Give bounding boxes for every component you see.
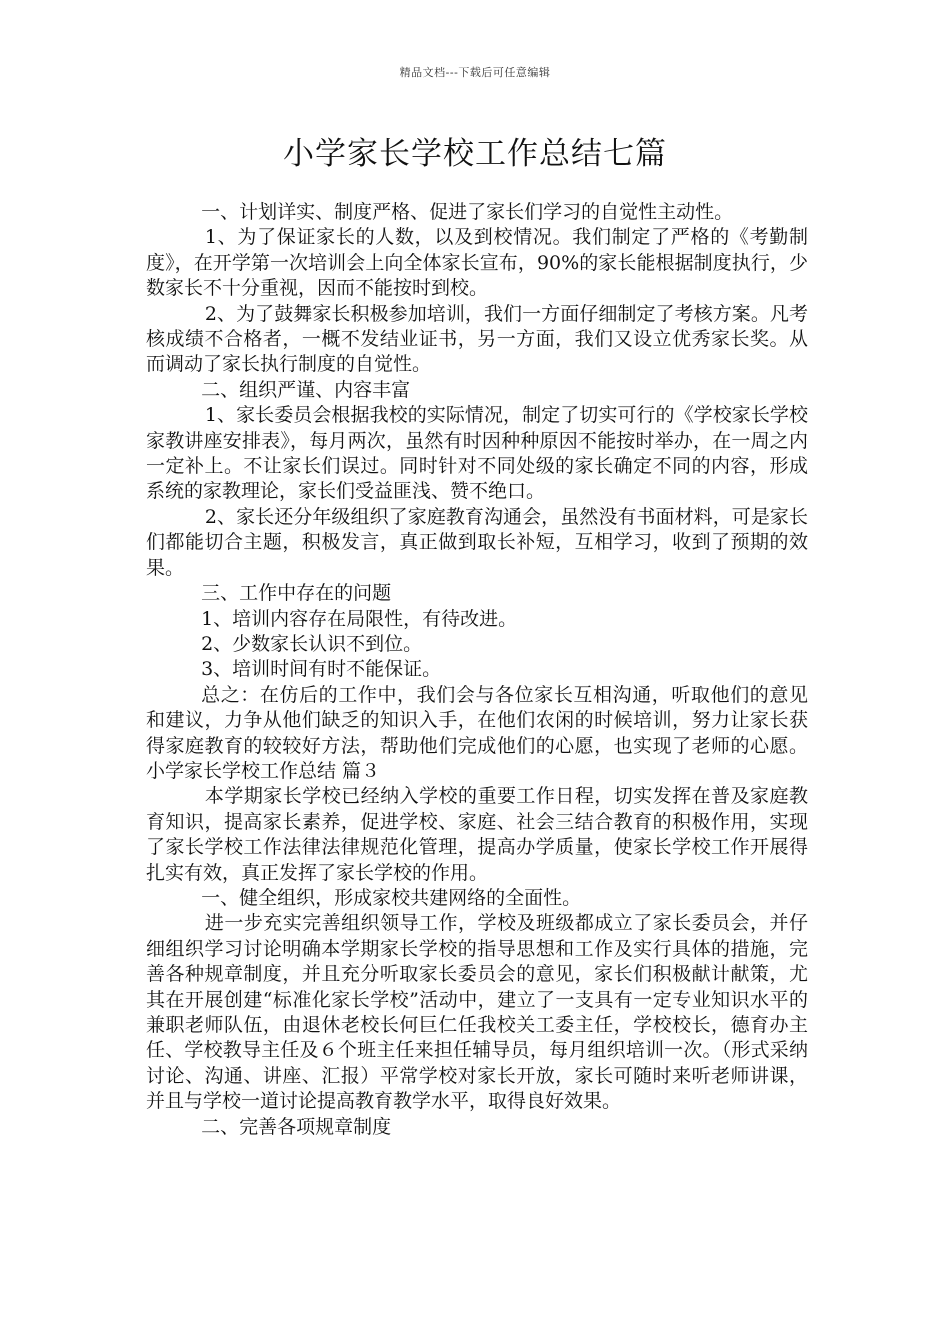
section-heading: 一、健全组织，形成家校共建网络的全面性。 (201, 886, 582, 909)
section-heading: 三、工作中存在的问题 (201, 582, 392, 605)
paragraph: 本学期家长学校已经纳入学校的重要工作日程，切实发挥在普及家庭教育知识，提高家长素养，促进学校、家庭、社会三结合教育的积极作用，实现了家长学校工作法律法律规范化管理，提高办学质量，使家长学校工作开展得扎实有效，真正发挥了家长学校的作用。 (146, 785, 808, 884)
list-item: 3、培训时间有时不能保证。 (201, 658, 442, 681)
paragraph: 总之：在仿后的工作中，我们会与各位家长互相沟通，听取他们的意见和建议，力争从他们缺乏的知识入手，在他们农闲的时候培训，努力让家长获得家庭教育的较较好方法，帮助他们完成他们的心愿，也实现了老师的心愿。小学家长学校工作总结 篇３ (146, 683, 808, 782)
paragraph: 2、为了鼓舞家长积极参加培训，我们一方面仔细制定了考核方案。凡考核成绩不合格者，一概不发结业证书，另一方面，我们又设立优秀家长奖。从而调动了家长执行制度的自觉性。 (146, 302, 808, 376)
header-note: 精品文档---下载后可任意编辑 (399, 66, 551, 79)
paragraph: 进一步充实完善组织领导工作，学校及班级都成立了家长委员会，并仔细组织学习讨论明确本学期家长学校的指导思想和工作及实行具体的措施，完善各种规章制度，并且充分听取家长委员会的意见，家长们积极献计献策，尤其在开展创建“标准化家长学校”活动中，建立了一支具有一定专业知识水平的兼职老师队伍，由退休老校长何巨仁任我校关工委主任，学校校长，德育办主任、学校教导主任及６个班主任来担任辅导员，每月组织培训一次。（形式采纳讨论、沟通、讲座、汇报）平常学校对家长开放，家长可随时来听老师讲课，并且与学校一道讨论提高教育教学水平，取得良好效果。 (146, 912, 808, 1113)
paragraph: 1、为了保证家长的人数，以及到校情况。我们制定了严格的《考勤制度》，在开学第一次培训会上向全体家长宣布，90%的家长能根据制度执行，少数家长不十分重视，因而不能按时到校。 (146, 226, 808, 300)
paragraph: 2、家长还分年级组织了家庭教育沟通会，虽然没有书面材料，可是家长们都能切合主题，积极发言，真正做到取长补短，互相学习，收到了预期的效果。 (146, 505, 808, 579)
list-item: 1、培训内容存在局限性，有待改进。 (201, 607, 518, 630)
section-heading: 二、组织严谨、内容丰富 (201, 378, 411, 401)
section-heading: 一、计划详实、制度严格、促进了家长们学习的自觉性主动性。 (201, 201, 734, 223)
document-title: 小学家长学校工作总结七篇 (283, 136, 667, 172)
list-item: 2、少数家长认识不到位。 (201, 632, 423, 655)
paragraph: 1、家长委员会根据我校的实际情况，制定了切实可行的《学校家长学校家教讲座安排表》，每月两次，虽然有时因种种原因不能按时举办，在一周之内一定补上。不让家长们误过。同时针对不同处级的家长确定不同的内容，形成系统的家教理论，家长们受益匪浅、赞不绝口。 (146, 404, 808, 503)
section-heading: 二、完善各项规章制度 (201, 1115, 392, 1138)
document-body (146, 200, 808, 1140)
